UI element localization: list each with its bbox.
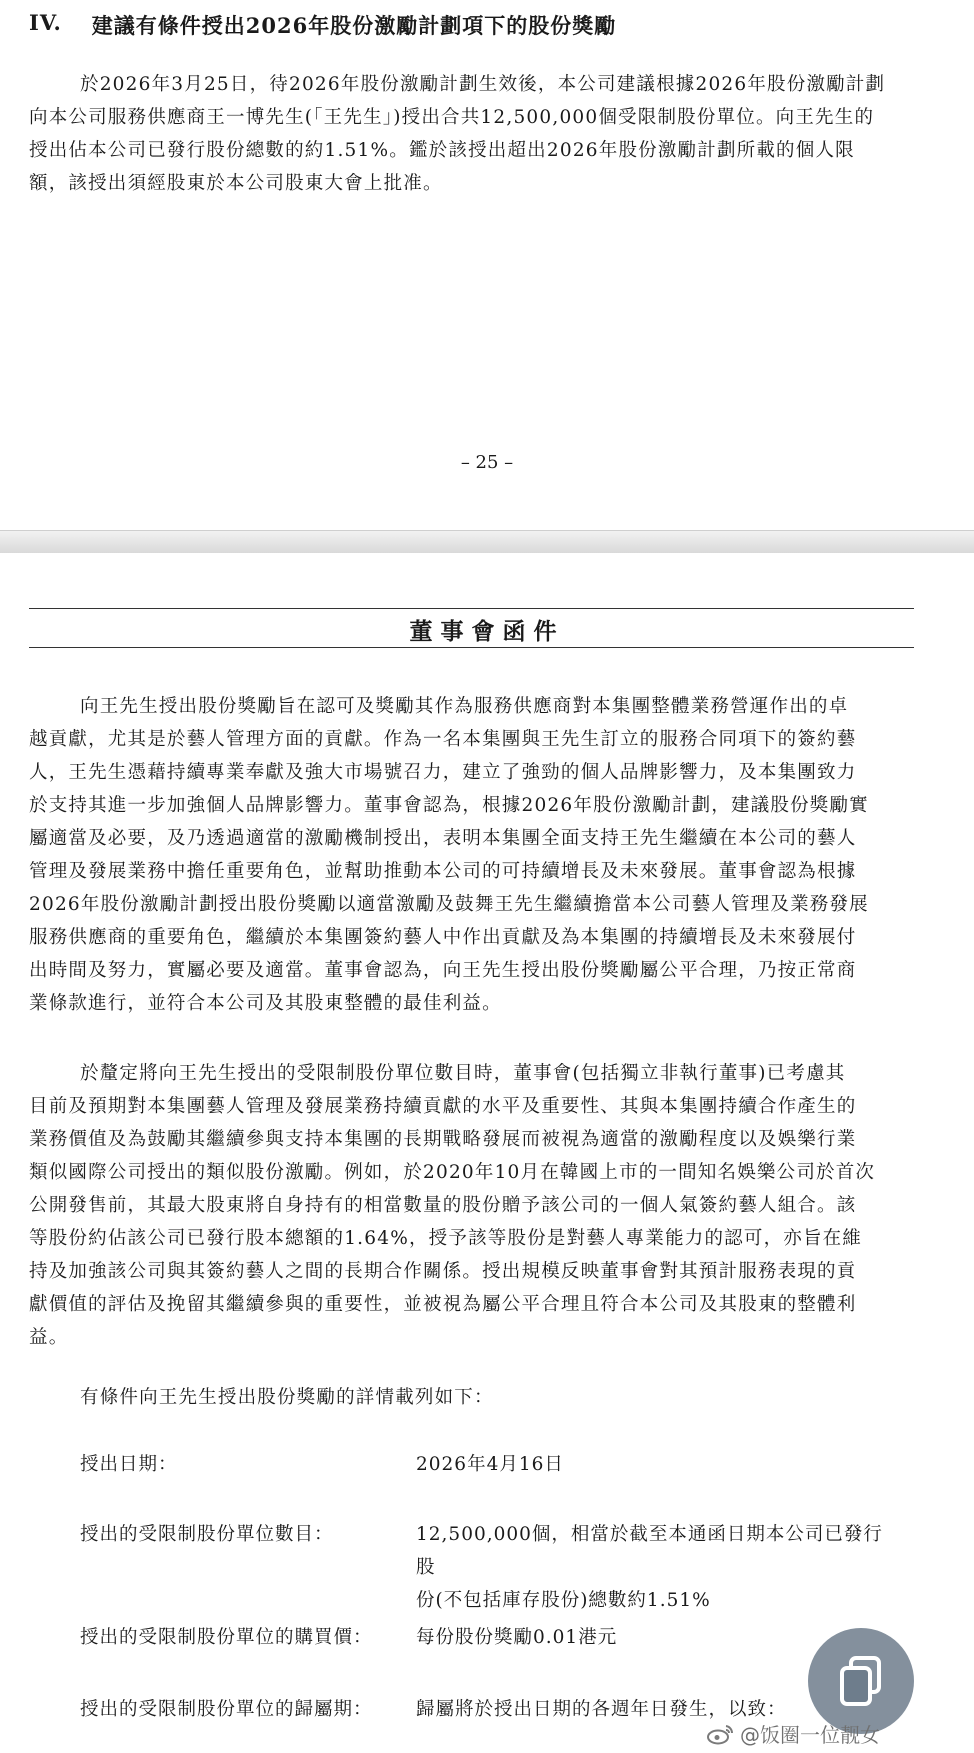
text-line: 於2026年3月25日，待2026年股份激勵計劃生效後，本公司建議根據2026年股份激勵計劃 [80,74,886,95]
text-line: 獻價值的評估及挽留其繼續參與的重要性，並被視為屬公平合理且符合本公司及其股東的整體利 [29,1294,857,1315]
document-page-26 [0,553,974,1753]
text-line: 等股份約佔該公司已發行股本總額的1.64%，授予該等股份是對藝人專業能力的認可，亦旨在維 [29,1228,863,1249]
document-page-25 [0,0,974,530]
page-number: – 25 – [460,452,514,473]
text-line: 益。 [29,1327,69,1348]
detail-label: 授出的受限制股份單位的購買價： [80,1627,373,1648]
text-line: 公開發售前，其最大股東將自身持有的相當數量的股份贈予該公司的一個人氣簽約藝人組合。該 [29,1195,857,1216]
text-line: 人，王先生憑藉持續專業奉獻及強大市場號召力，建立了強勁的個人品牌影響力，及本集團致力 [29,762,857,783]
page-separator [0,530,974,554]
text-line: 業務價值及為鼓勵其繼續參與支持本集團的長期戰略發展而被視為適當的激勵程度以及娛樂行業 [29,1129,857,1150]
detail-value [416,1518,896,1617]
page-title: 董事會函件 [409,618,565,645]
text-line: 業條款進行，並符合本公司及其股東整體的最佳利益。 [29,993,502,1014]
text-line: 服務供應商的重要角色，繼續於本集團簽約藝人中作出貢獻及為本集團的持續增長及未來發展付 [29,927,857,948]
text-line: 於釐定將向王先生授出的受限制股份單位數目時，董事會(包括獨立非執行董事)已考慮其 [80,1063,846,1084]
detail-label: 授出的受限制股份單位數目： [80,1524,334,1545]
text-line: 越貢獻，尤其是於藝人管理方面的貢獻。作為一名本集團與王先生訂立的服務合同項下的簽約藝 [29,729,857,750]
header-rule-bottom [29,647,914,648]
text-line: 2026年股份激勵計劃授出股份獎勵以適當激勵及鼓舞王先生繼續擔當本公司藝人管理及業務發展 [29,894,869,915]
text-line: 額，該授出須經股東於本公司股東大會上批准。 [29,173,443,194]
detail-value-line: 份(不包括庫存股份)總數約1.51% [416,1590,711,1611]
watermark-text: @饭圈一位靓女 [740,1723,880,1747]
detail-value-line: 12,500,000個，相當於截至本通函日期本公司已發行股 [416,1524,883,1578]
text-line: 目前及預期對本集團藝人管理及發展業務持續貢獻的水平及重要性、其與本集團持續合作產生的 [29,1096,857,1117]
text-line: 於支持其進一步加強個人品牌影響力。董事會認為，根據2026年股份激勵計劃，建議股份獎勵實 [29,795,869,816]
header-rule-top [29,608,914,609]
section-heading [29,10,616,40]
text-line: 管理及發展業務中擔任重要角色，並幫助推動本公司的可持續增長及未來發展。董事會認為根據 [29,861,857,882]
detail-label: 授出的受限制股份單位的歸屬期： [80,1699,373,1720]
section-number: IV. [29,10,62,35]
text-line: 授出佔本公司已發行股份總數的約1.51%。鑑於該授出超出2026年股份激勵計劃所載的個人限 [29,140,855,161]
detail-value: 歸屬將於授出日期的各週年日發生，以致： [416,1699,787,1720]
weibo-logo-icon [706,1723,734,1745]
watermark [706,1719,880,1748]
text-line: 向本公司服務供應商王一博先生(「王先生」)授出合共12,500,000個受限制股份單位。向王先生的 [29,107,875,128]
text-line: 出時間及努力，實屬必要及適當。董事會認為，向王先生授出股份獎勵屬公平合理，乃按正常商 [29,960,857,981]
detail-value: 每份股份獎勵0.01港元 [416,1627,618,1648]
text-line: 持及加強該公司與其簽約藝人之間的長期合作關係。授出規模反映董事會對其預計服務表現的貢 [29,1261,857,1282]
copy-icon [837,1654,885,1708]
detail-value: 2026年4月16日 [416,1454,564,1475]
text-line: 屬適當及必要，及乃透過適當的激勵機制授出，表明本集團全面支持王先生繼續在本公司的藝人 [29,828,857,849]
section-title: 建議有條件授出2026年股份激勵計劃項下的股份獎勵 [91,13,617,38]
text-line: 向王先生授出股份獎勵旨在認可及獎勵其作為服務供應商對本集團整體業務營運作出的卓 [80,696,849,717]
paragraph-grant-proposal [29,68,926,200]
paragraph-determination [29,1057,926,1354]
details-intro: 有條件向王先生授出股份獎勵的詳情載列如下： [80,1387,494,1408]
text-line: 類似國際公司授出的類似股份激勵。例如，於2020年10月在韓國上市的一間知名娛樂公司於首次 [29,1162,876,1183]
detail-label: 授出日期： [80,1454,178,1475]
paragraph-rationale [29,690,926,1020]
